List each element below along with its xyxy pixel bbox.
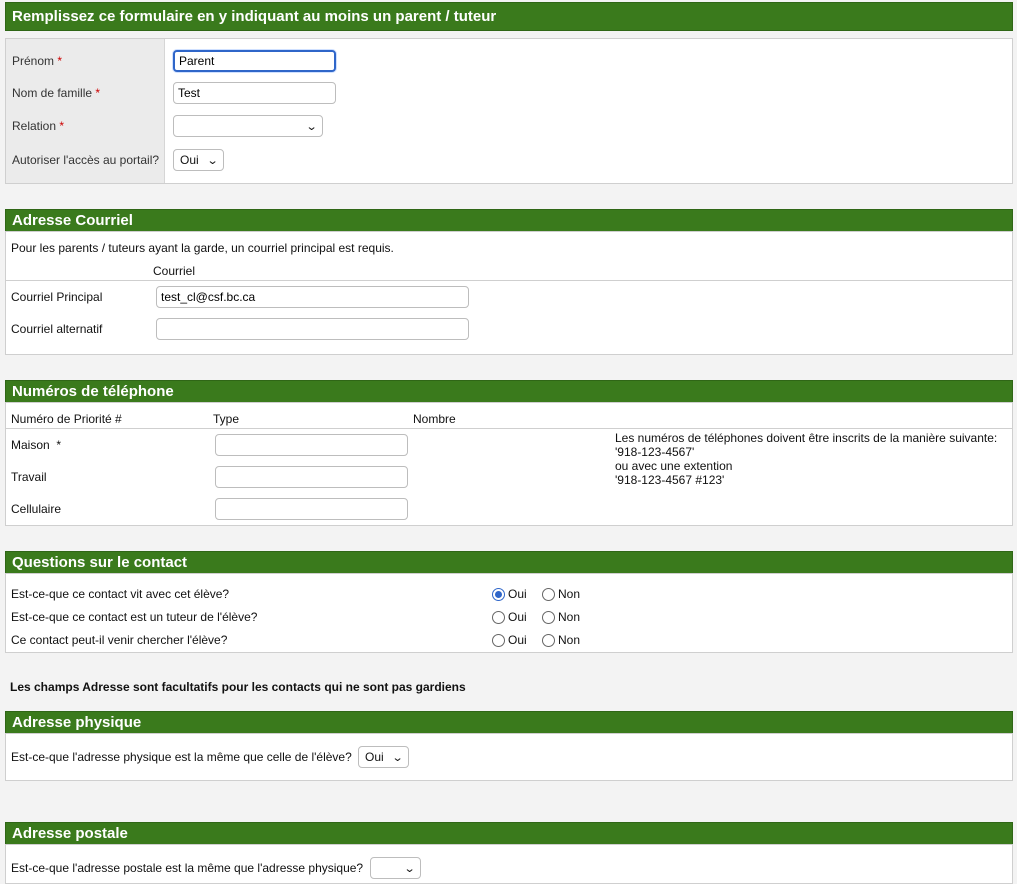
- no-label: Non: [558, 633, 581, 647]
- question-lives-with: Est-ce-que ce contact vit avec cet élève?: [11, 587, 230, 601]
- phone-section-header: Numéros de téléphone: [5, 380, 1013, 403]
- contact-section-header: Questions sur le contact: [5, 551, 1013, 574]
- phone-panel: [5, 402, 1013, 526]
- physical-same-select[interactable]: Oui ⌄: [358, 746, 409, 768]
- contact-panel: [5, 573, 1013, 653]
- work-phone-label: Travail: [11, 470, 47, 484]
- last-name-label: Nom de famille *: [12, 86, 101, 100]
- divider: [6, 428, 1012, 429]
- chevron-down-icon: ⌄: [403, 862, 416, 875]
- relation-label: Relation *: [12, 119, 65, 133]
- question-is-guardian: Est-ce-que ce contact est un tuteur de l'élève?: [11, 610, 258, 624]
- is-guardian-yes-radio[interactable]: [492, 611, 505, 624]
- can-pickup-yes-radio[interactable]: [492, 634, 505, 647]
- no-label: Non: [558, 610, 581, 624]
- chevron-down-icon: ⌄: [206, 154, 219, 167]
- physical-same-question: Est-ce-que l'adresse physique est la même que celle de l'élève?: [11, 750, 352, 764]
- col-type-header: Type: [213, 412, 240, 426]
- parent-section-header: Remplissez ce formulaire en y indiquant au moins un parent / tuteur: [5, 2, 1013, 31]
- email-section-header: Adresse Courriel: [5, 209, 1013, 232]
- postal-same-question: Est-ce-que l'adresse postale est la même que l'adresse physique?: [11, 861, 364, 875]
- question-can-pickup: Ce contact peut-il venir chercher l'élève?: [11, 633, 228, 647]
- no-label: Non: [558, 587, 581, 601]
- alt-email-input[interactable]: [156, 318, 469, 340]
- relation-select[interactable]: [173, 115, 323, 137]
- col-priority-header: Numéro de Priorité #: [11, 412, 122, 426]
- yes-label: Oui: [508, 610, 527, 624]
- physical-address-header: Adresse physique: [5, 711, 1013, 734]
- first-name-input[interactable]: [173, 50, 336, 72]
- is-guardian-no-radio[interactable]: [542, 611, 555, 624]
- portal-access-label: Autoriser l'accès au portail?: [12, 153, 160, 167]
- parent-form-panel: [5, 38, 1013, 184]
- chevron-down-icon: ⌄: [305, 120, 318, 133]
- primary-email-label: Courriel Principal: [11, 290, 103, 304]
- first-name-label: Prénom *: [12, 54, 63, 68]
- work-phone-input[interactable]: [215, 466, 408, 488]
- postal-address-header: Adresse postale: [5, 822, 1013, 845]
- email-column-header: Courriel: [153, 264, 196, 278]
- cell-phone-label: Cellulaire: [11, 502, 62, 516]
- cell-phone-input[interactable]: [215, 498, 408, 520]
- lives-with-yes-radio[interactable]: [492, 588, 505, 601]
- postal-address-panel: [5, 844, 1013, 884]
- yes-label: Oui: [508, 633, 527, 647]
- primary-email-input[interactable]: [156, 286, 469, 308]
- postal-same-select[interactable]: [370, 857, 421, 879]
- address-optional-note: Les champs Adresse sont facultatifs pour les contacts qui ne sont pas gardiens: [10, 680, 466, 694]
- chevron-down-icon: ⌄: [391, 751, 404, 764]
- col-number-header: Nombre: [413, 412, 456, 426]
- email-requirement-note: Pour les parents / tuteurs ayant la garde, un courriel principal est requis.: [11, 241, 394, 255]
- phone-format-help: Les numéros de téléphones doivent être inscrits de la manière suivante: '918-123-4567' ou avec une extention '918-123-4567 #123': [615, 431, 998, 487]
- physical-address-panel: [5, 733, 1013, 781]
- can-pickup-no-radio[interactable]: [542, 634, 555, 647]
- email-panel: [5, 231, 1013, 355]
- yes-label: Oui: [508, 587, 527, 601]
- lives-with-no-radio[interactable]: [542, 588, 555, 601]
- home-phone-input[interactable]: [215, 434, 408, 456]
- alt-email-label: Courriel alternatif: [11, 322, 103, 336]
- home-phone-label: Maison *: [11, 438, 62, 452]
- portal-access-select[interactable]: Oui ⌄: [173, 149, 224, 171]
- divider: [6, 280, 1012, 281]
- last-name-input[interactable]: [173, 82, 336, 104]
